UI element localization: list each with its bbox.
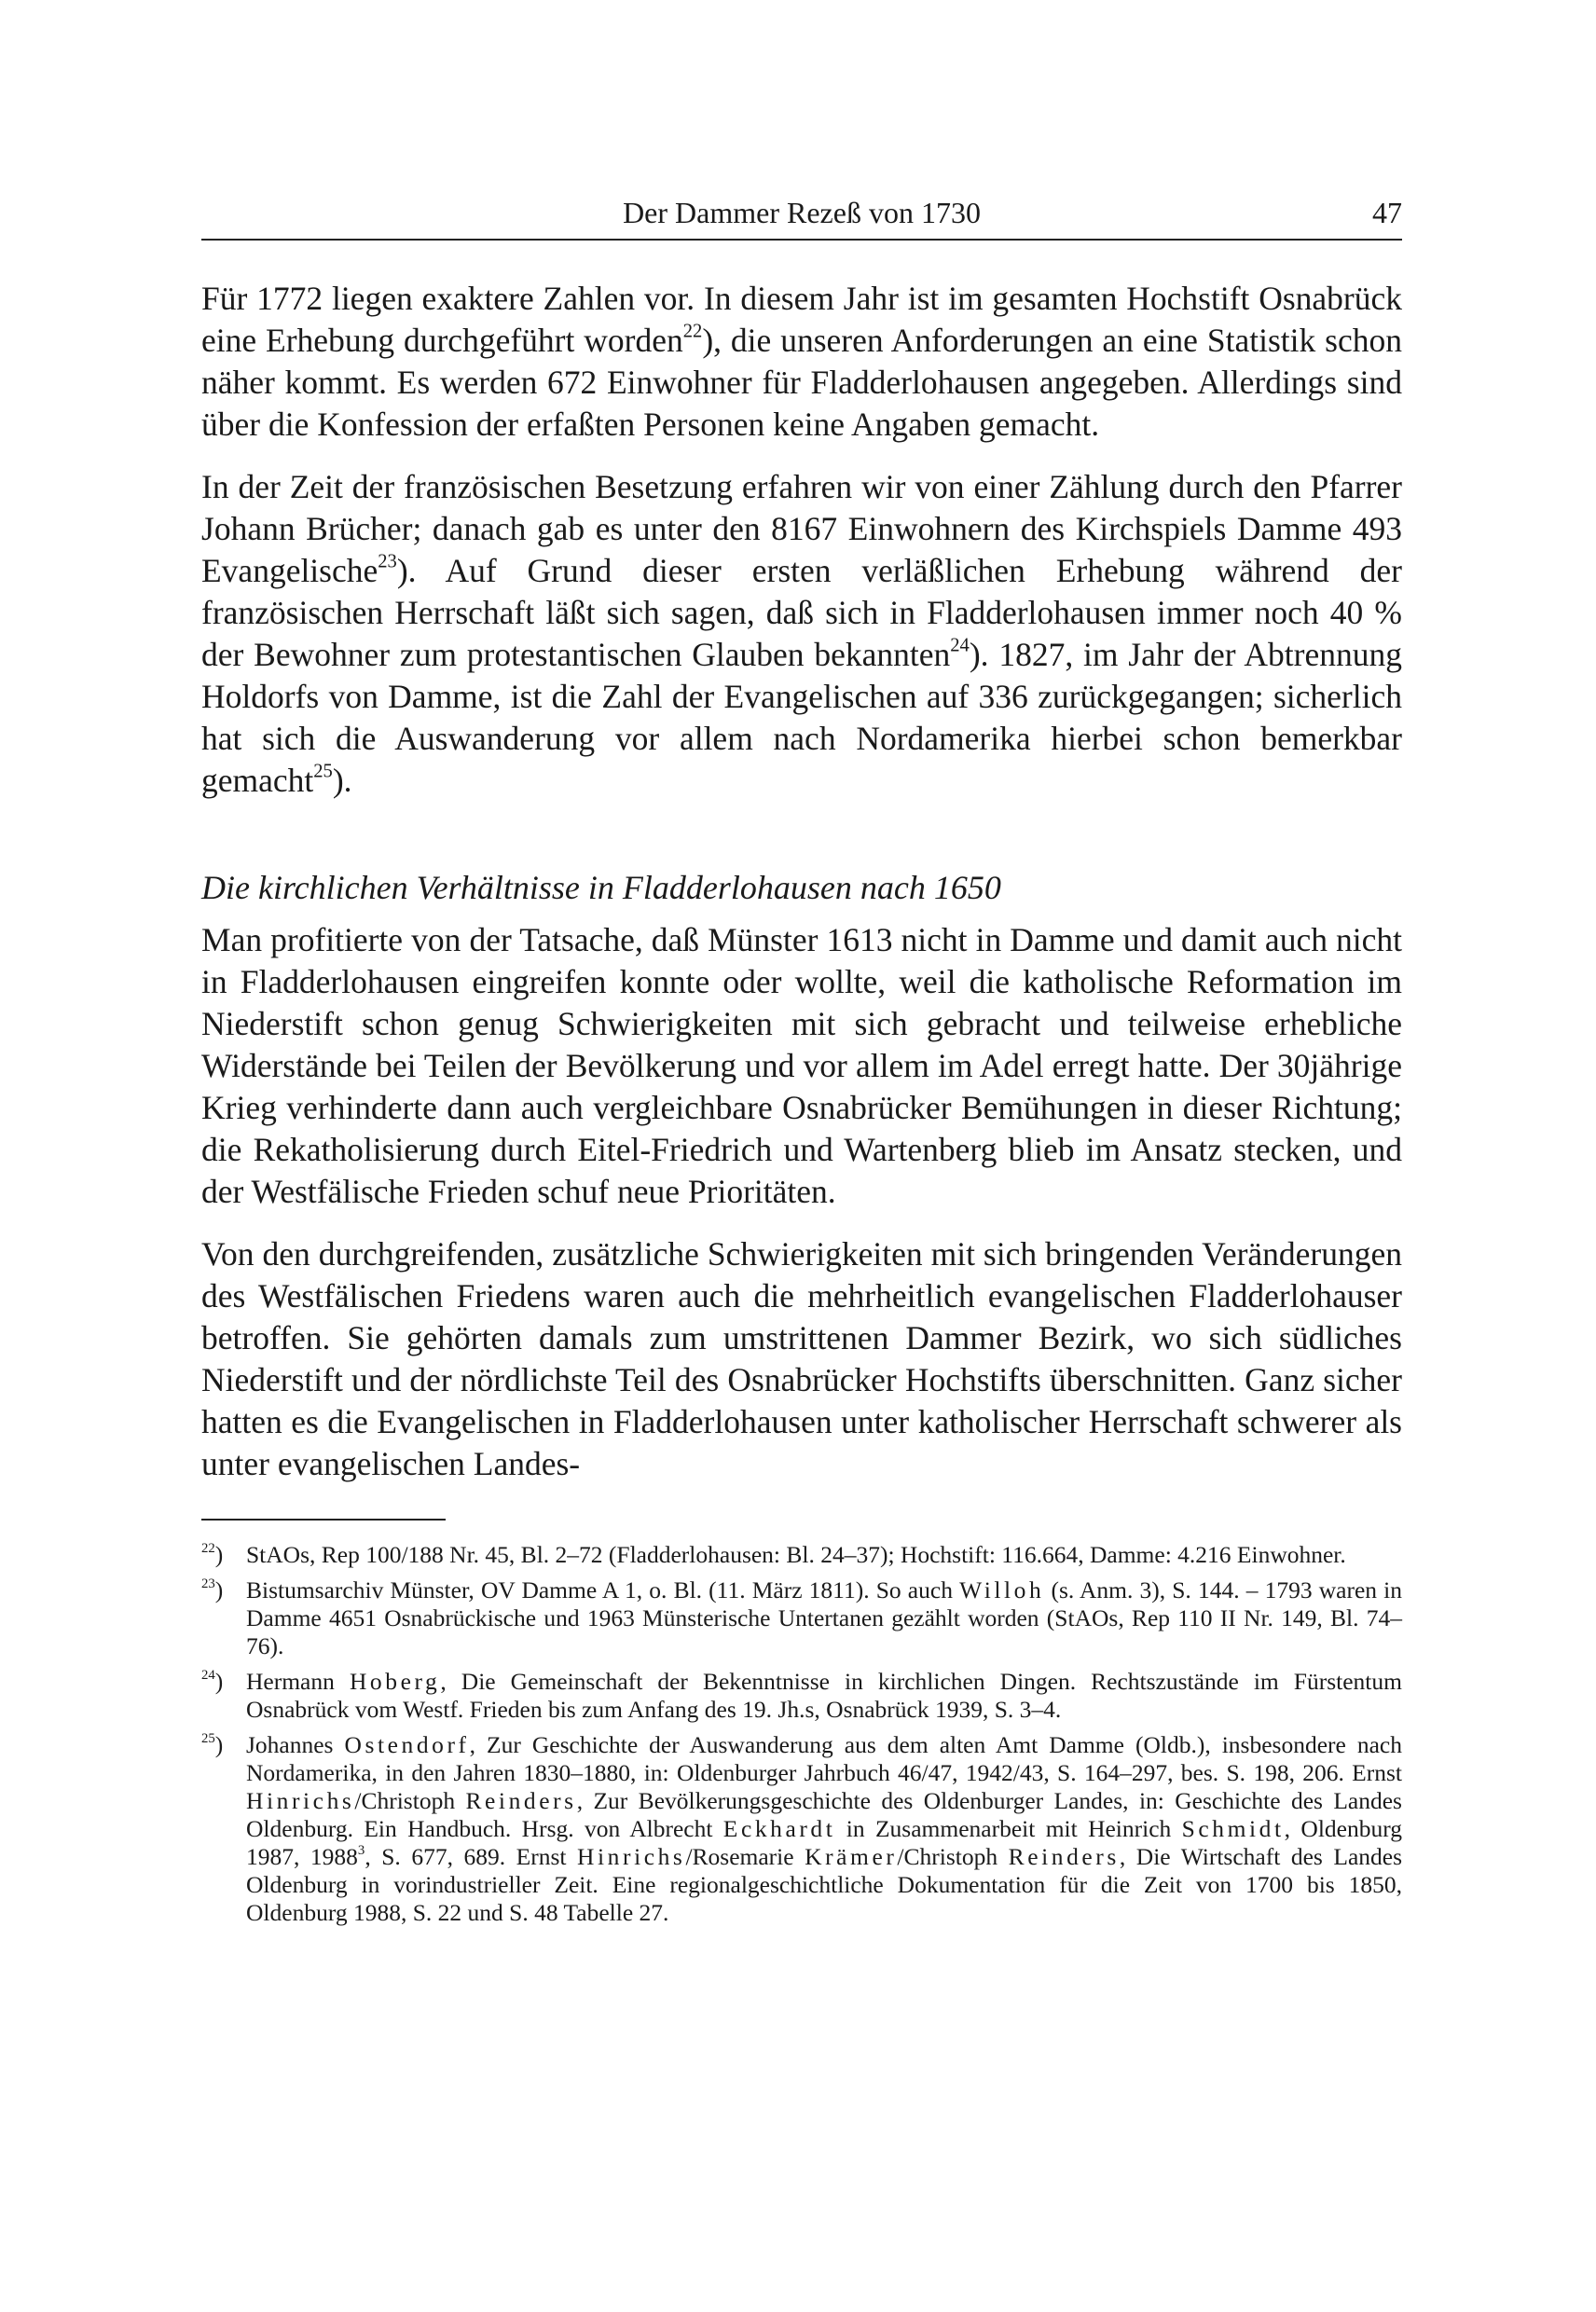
author-name: Schmidt xyxy=(1181,1815,1285,1842)
author-name: Hoberg xyxy=(349,1668,441,1695)
paragraph-1-text-a: Für 1772 liegen exaktere Zahlen vor. In diesem Jahr ist im gesamten Hochstift Osnabrück eine Erhebung durchgeführt worden xyxy=(201,280,1402,359)
paragraph-1 xyxy=(201,278,1402,446)
author-name: Willoh xyxy=(959,1576,1045,1603)
author-name: Hinrichs xyxy=(246,1787,355,1814)
running-head-title: Der Dammer Rezeß von 1730 xyxy=(623,196,981,229)
paragraph-1-text-b: ), die unseren Anforderungen an eine Statistik schon näher kommt. Es werden 672 Einwohner für Fladderlohausen angegeben. Allerdings sind über die Konfession der erfaßten Personen keine Angaben gemacht. xyxy=(201,322,1402,443)
paragraph-2 xyxy=(201,466,1402,802)
author-name: Krämer xyxy=(805,1843,898,1870)
paragraph-2-text-b: ). Auf Grund dieser ersten verläßlichen Erhebung während der französischen Herrschaft läßt sich sagen, daß sich in Fladderlohausen immer noch 40 % der Bewohner zum protestantischen Glauben bekannten xyxy=(201,552,1402,673)
footnote-24 xyxy=(201,1668,1402,1724)
footnote-number: $^{23}$) xyxy=(201,1576,224,1603)
author-name: Hinrichs xyxy=(577,1843,686,1870)
author-name: Reinders xyxy=(465,1787,577,1814)
footnote-ref-24[interactable]: 24 xyxy=(950,635,970,656)
footnote-number: $^{24}$) xyxy=(201,1667,224,1695)
paragraph-3-text: Man profitierte von der Tatsache, daß Münster 1613 nicht in Damme und damit auch nicht in Fladderlohausen eingreifen konnte oder wollte, weil die katholische Reformation im Niederstift schon genug Schwierigkeiten mit sich gebracht und teilweise erhebliche Widerstände bei Teilen der Bevölkerung und vor allem im Adel erregt hatte. Der 30jährige Krieg verhinderte dann auch vergleichbare Osnabrücker Bemühungen in dieser Richtung; die Rekatholisierung durch Eitel-Friedrich und Wartenberg blieb im Ansatz stecken, und der Westfälische Frieden schuf neue Prioritäten. xyxy=(201,921,1402,1210)
footnote-25 xyxy=(201,1731,1402,1927)
footnote-23 xyxy=(201,1576,1402,1660)
footnote-22 xyxy=(201,1541,1402,1569)
footnotes xyxy=(201,1541,1402,1927)
page-number: 47 xyxy=(1372,196,1402,229)
paragraph-2-text-a: In der Zeit der französischen Besetzung erfahren wir von einer Zählung durch den Pfarrer Johann Brücher; danach gab es unter den 8167 Einwohnern des Kirchspiels Damme 493 Evangelische xyxy=(201,468,1402,589)
footnote-separator xyxy=(201,1519,446,1521)
author-name: Reinders xyxy=(1008,1843,1120,1870)
footnote-ref-22[interactable]: 22 xyxy=(682,321,703,342)
footnote-text: Hermann Hoberg, Die Gemeinschaft der Bekenntnisse in kirchlichen Dingen. Rechtszustände im Fürstentum Osnabrück vom Westf. Frieden bis zum Anfang des 19. Jh.s, Osnabrück 1939, S. 3–4. xyxy=(246,1668,1402,1723)
footnote-ref-25[interactable]: 25 xyxy=(313,761,333,782)
paragraph-3 xyxy=(201,919,1402,1213)
book-page xyxy=(201,186,1402,1934)
section-heading: Die kirchlichen Verhältnisse in Fladderlohausen nach 1650 xyxy=(201,869,1001,906)
edition-superscript: 3 xyxy=(357,1842,365,1858)
paragraph-4 xyxy=(201,1233,1402,1485)
paragraph-2-text-d: ). xyxy=(332,762,352,799)
paragraph-4-text: Von den durchgreifenden, zusätzliche Schwierigkeiten mit sich bringenden Veränderungen des Westfälischen Friedens waren auch die mehrheitlich evangelischen Fladderlohauser betroffen. Sie gehörten damals zum umstrittenen Dammer Bezirk, wo sich südliches Niederstift und der nördlichste Teil des Osnabrücker Hochstifts überschnitten. Ganz sicher hatten es die Evangelischen in Fladderlohausen unter katholischer Herrschaft schwerer als unter evangelischen Landes- xyxy=(201,1235,1402,1482)
footnote-text: StAOs, Rep 100/188 Nr. 45, Bl. 2–72 (Fladderlohausen: Bl. 24–37); Hochstift: 116.664, Damme: 4.216 Einwohner. xyxy=(246,1541,1346,1568)
author-name: Ostendorf xyxy=(344,1731,470,1758)
footnote-number: $^{22}$) xyxy=(201,1540,224,1568)
main-text xyxy=(201,278,1402,1485)
footnote-number: $^{25}$) xyxy=(201,1730,224,1758)
running-head xyxy=(201,186,1402,241)
footnote-text: Johannes Ostendorf, Zur Geschichte der Auswanderung aus dem alten Amt Damme (Oldb.), insbesondere nach Nordamerika, in den Jahren 1830–1880, in: Oldenburger Jahrbuch 46/47, 1942/43, S. 164–297, bes. S. 198, 206. Ernst Hinrichs/Christoph Reinders, Zur Bevölkerungsgeschichte des Oldenburger Landes, in: Geschichte des Landes Oldenburg. Ein Handbuch. Hrsg. von Albrecht Eckhardt in Zusammenarbeit mit Heinrich Schmidt, Oldenburg 1987, 1988$^3$, S. 677, 689. Ernst Hinrichs/Rosemarie Krämer/Christoph Reinders, Die Wirtschaft des Landes Oldenburg in vorindustrieller Zeit. Eine regionalgeschichtliche Dokumentation für die Zeit von 1700 bis 1850, Oldenburg 1988, S. 22 und S. 48 Tabelle 27. xyxy=(246,1731,1403,1926)
footnote-text: Bistumsarchiv Münster, OV Damme A 1, o. Bl. (11. März 1811). So auch Willoh (s. Anm. 3), S. 144. – 1793 waren in Damme 4651 Osnabrückische und 1963 Münsterische Untertanen gezählt worden (StAOs, Rep 110 II Nr. 149, Bl. 74–76). xyxy=(246,1576,1403,1659)
footnote-ref-23[interactable]: 23 xyxy=(378,551,397,572)
paragraph-2-text-c: ). 1827, im Jahr der Abtrennung Holdorfs von Damme, ist die Zahl der Evangelischen auf 336 zurückgegangen; sicherlich hat sich die Auswanderung vor allem nach Nordamerika hierbei schon bemerkbar gemacht xyxy=(201,636,1402,799)
author-name: Eckhardt xyxy=(722,1815,836,1842)
